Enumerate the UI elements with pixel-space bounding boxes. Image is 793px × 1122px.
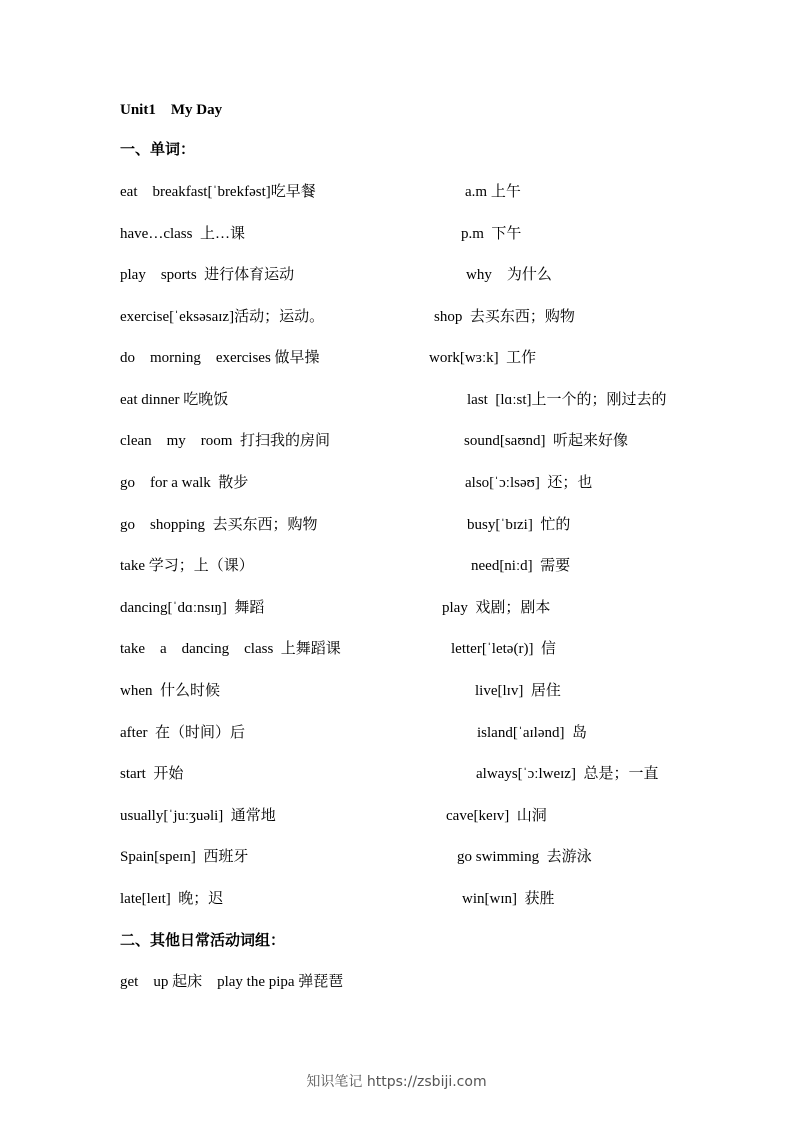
vocab-row [0, 845, 793, 867]
vocab-left: when 什么时候 [120, 683, 220, 699]
vocab-left: Spain[speɪn] 西班牙 [120, 849, 249, 865]
vocab-left: take a dancing class 上舞蹈课 [120, 641, 341, 657]
vocab-row [0, 305, 793, 327]
section-heading-words: 一、单词： [120, 142, 196, 158]
vocab-right: go swimming 去游泳 [457, 849, 592, 865]
vocab-row [0, 887, 793, 909]
vocab-left: play sports 进行体育运动 [120, 267, 295, 283]
section-heading-phrases: 二、其他日常活动词组： [120, 933, 286, 949]
vocab-row [0, 679, 793, 701]
phrase-line: get up 起床 play the pipa 弹琵琶 [120, 974, 344, 990]
vocab-right: letter[ˈletə(r)] 信 [451, 641, 556, 657]
vocab-row [0, 429, 793, 451]
vocab-right: why 为什么 [466, 267, 552, 283]
vocab-row [0, 762, 793, 784]
vocab-row [0, 388, 793, 410]
unit-title: Unit1 My Day [120, 102, 223, 118]
vocab-right: play 戏剧；剧本 [442, 600, 551, 616]
vocab-row [0, 804, 793, 826]
vocab-left: dancing[ˈdɑːnsɪŋ] 舞蹈 [120, 600, 265, 616]
vocab-left: do morning exercises 做早操 [120, 350, 320, 366]
vocab-left: go shopping 去买东西；购物 [120, 517, 318, 533]
vocab-left: take 学习；上（课） [120, 558, 254, 574]
vocab-right: busy[ˈbɪzi] 忙的 [467, 517, 571, 533]
vocab-right: need[niːd] 需要 [471, 558, 571, 574]
vocab-left: usually[ˈjuːʒuəli] 通常地 [120, 808, 276, 824]
vocab-right: always[ˈɔːlweɪz] 总是；一直 [476, 766, 659, 782]
vocab-left: after 在（时间）后 [120, 725, 245, 741]
vocab-row [0, 721, 793, 743]
vocab-row [0, 263, 793, 285]
vocab-row [0, 346, 793, 368]
vocab-right: island[ˈaɪlənd] 岛 [477, 725, 587, 741]
vocab-right: last [lɑːst]上一个的；刚过去的 [467, 392, 667, 408]
vocab-right: win[wɪn] 获胜 [462, 891, 555, 907]
vocab-row [0, 222, 793, 244]
vocab-right: shop 去买东西；购物 [434, 309, 575, 325]
vocab-right: live[lɪv] 居住 [475, 683, 561, 699]
vocab-right: work[wɜːk] 工作 [429, 350, 537, 366]
watermark-footer: 知识笔记 https://zsbiji.com [306, 1074, 487, 1090]
vocab-left: exercise[ˈeksəsaɪz]活动；运动。 [120, 309, 325, 325]
vocab-left: go for a walk 散步 [120, 475, 249, 491]
vocab-right: p.m 下午 [461, 226, 522, 242]
vocab-row [0, 471, 793, 493]
vocab-right: sound[saʊnd] 听起来好像 [464, 433, 629, 449]
vocab-right: also[ˈɔːlsəʊ] 还；也 [465, 475, 593, 491]
vocab-left: eat dinner 吃晚饭 [120, 392, 229, 408]
vocab-left: late[leɪt] 晚；迟 [120, 891, 224, 907]
vocab-left: clean my room 打扫我的房间 [120, 433, 330, 449]
vocab-right: a.m 上午 [465, 184, 521, 200]
vocab-row [0, 180, 793, 202]
vocab-left: have…class 上…课 [120, 226, 245, 242]
vocab-left: start 开始 [120, 766, 184, 782]
vocab-left: eat breakfast[ˈbrekfəst]吃早餐 [120, 184, 316, 200]
vocab-row [0, 596, 793, 618]
vocab-row [0, 637, 793, 659]
vocab-row [0, 513, 793, 535]
vocab-row [0, 554, 793, 576]
vocab-right: cave[keɪv] 山洞 [446, 808, 547, 824]
